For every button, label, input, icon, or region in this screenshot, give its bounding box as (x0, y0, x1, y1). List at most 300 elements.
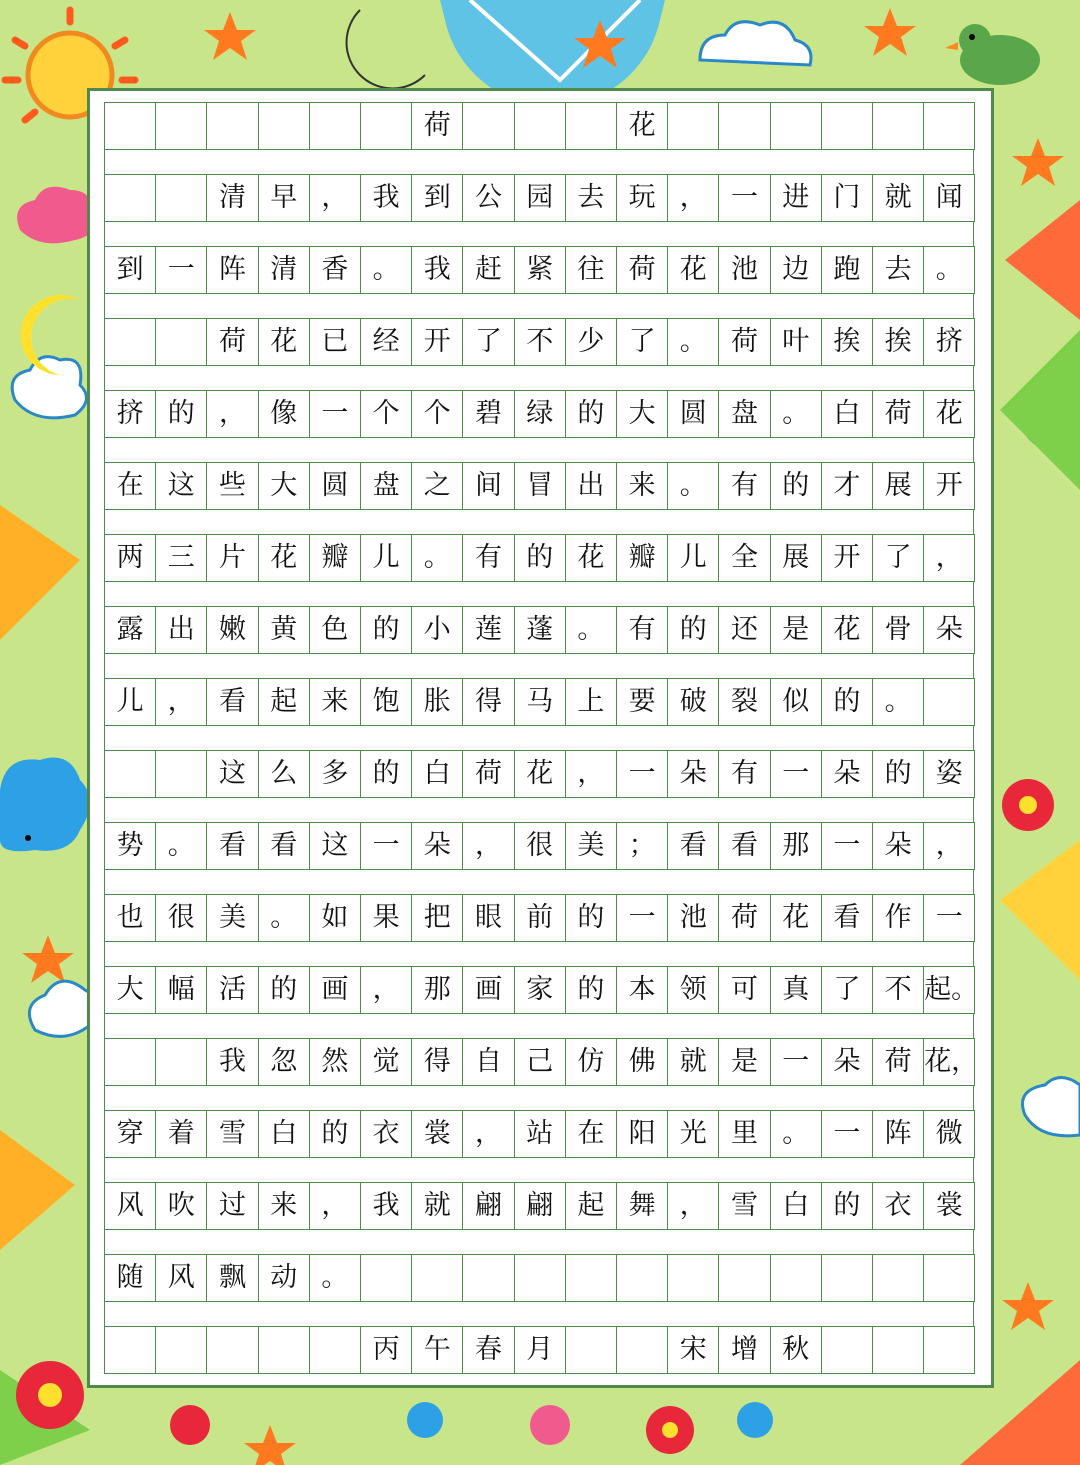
grid-cell: 穿 (104, 1110, 156, 1158)
text-row (104, 1254, 974, 1302)
grid-cell: 在 (104, 462, 156, 510)
grid-cell: 边 (770, 246, 822, 294)
row-spacer (104, 798, 974, 822)
grid-cell: ， (923, 534, 975, 582)
grid-cell: 微 (923, 1110, 975, 1158)
grid-cell: ， (923, 822, 975, 870)
author-char: 宋 (667, 1326, 719, 1374)
grid-cell: 一 (309, 390, 361, 438)
grid-cell: 朵 (821, 1038, 873, 1086)
grid-cell: 开 (923, 462, 975, 510)
grid-cell: 去 (565, 174, 617, 222)
grid-cell: 白 (770, 1182, 822, 1230)
grid-cell (155, 1038, 207, 1086)
grid-cell (309, 1326, 361, 1374)
grid-cell (104, 102, 156, 150)
grid-cell: 荷 (616, 246, 668, 294)
grid-cell: 儿 (667, 534, 719, 582)
grid-cell: 了 (821, 966, 873, 1014)
grid-cell (206, 102, 258, 150)
grid-cell: 一 (821, 822, 873, 870)
grid-cell: 随 (104, 1254, 156, 1302)
grid-cell: 把 (411, 894, 463, 942)
grid-cell: 这 (309, 822, 361, 870)
grid-cell: 荷 (718, 318, 770, 366)
grid-cell: 到 (104, 246, 156, 294)
grid-cell: 白 (411, 750, 463, 798)
grid-cell: 的 (667, 606, 719, 654)
grid-cell: 阵 (872, 1110, 924, 1158)
grid-cell: 赶 (462, 246, 514, 294)
grid-cell: 阵 (206, 246, 258, 294)
grid-cell: 蓬 (514, 606, 566, 654)
grid-cell (360, 102, 412, 150)
grid-cell: 嫩 (206, 606, 258, 654)
grid-cell: 美 (206, 894, 258, 942)
grid-cell: 了 (616, 318, 668, 366)
grid-cell: 的 (821, 1182, 873, 1230)
grid-cell: 就 (872, 174, 924, 222)
grid-cell (206, 1326, 258, 1374)
moon-icon (347, 10, 425, 88)
grid-cell: 。 (360, 246, 412, 294)
date-char: 月 (514, 1326, 566, 1374)
grid-cell: 。 (872, 678, 924, 726)
grid-cell: 一 (821, 1110, 873, 1158)
grid-cell: 如 (309, 894, 361, 942)
grid-cell: 开 (411, 318, 463, 366)
grid-cell: 。 (155, 822, 207, 870)
grid-cell: 裂 (718, 678, 770, 726)
grid-cell (616, 1326, 668, 1374)
grid-cell: 有 (616, 606, 668, 654)
grid-cell: 美 (565, 822, 617, 870)
grid-cell (821, 1254, 873, 1302)
grid-cell: 池 (718, 246, 770, 294)
grid-cell: 荷 (718, 894, 770, 942)
grid-cell: 花 (667, 246, 719, 294)
grid-cell (514, 1254, 566, 1302)
row-spacer (104, 294, 974, 318)
grid-cell: 的 (770, 462, 822, 510)
grid-cell (923, 1254, 975, 1302)
grid-cell: 莲 (462, 606, 514, 654)
grid-cell: 荷 (872, 1038, 924, 1086)
grid-cell (770, 1254, 822, 1302)
grid-cell (923, 102, 975, 150)
grid-cell: 很 (514, 822, 566, 870)
grid-cell: 风 (155, 1254, 207, 1302)
row-spacer (104, 222, 974, 246)
grid-cell: 的 (565, 390, 617, 438)
grid-cell: 花 (770, 894, 822, 942)
grid-cell: 一 (155, 246, 207, 294)
grid-cell: 花 (258, 318, 310, 366)
grid-cell (821, 102, 873, 150)
grid-cell: ， (667, 174, 719, 222)
grid-cell: 是 (718, 1038, 770, 1086)
grid-cell: 挤 (104, 390, 156, 438)
grid-cell (923, 678, 975, 726)
grid-cell: 已 (309, 318, 361, 366)
cloud-icon (17, 187, 93, 244)
grid-cell (565, 102, 617, 150)
grid-cell: 碧 (462, 390, 514, 438)
grid-cell: 似 (770, 678, 822, 726)
row-spacer (104, 582, 974, 606)
grid-cell: 开 (821, 534, 873, 582)
grid-cell: 阳 (616, 1110, 668, 1158)
grid-cell: 香 (309, 246, 361, 294)
grid-cell: 冒 (514, 462, 566, 510)
grid-cell: 一 (770, 750, 822, 798)
grid-cell: 清 (258, 246, 310, 294)
grid-cell: 儿 (360, 534, 412, 582)
row-spacer (104, 726, 974, 750)
grid-cell: 的 (360, 606, 412, 654)
grid-cell: 玩 (616, 174, 668, 222)
grid-cell: 瓣 (309, 534, 361, 582)
grid-cell (718, 102, 770, 150)
grid-cell: 起 (258, 678, 310, 726)
grid-cell: 雪 (718, 1182, 770, 1230)
grid-cell: 我 (360, 1182, 412, 1230)
grid-cell: 这 (155, 462, 207, 510)
text-row (104, 894, 974, 942)
grid-cell: 多 (309, 750, 361, 798)
grid-cell: 荷 (872, 390, 924, 438)
grid-cell: 眼 (462, 894, 514, 942)
text-row (104, 390, 974, 438)
grid-cell (462, 1254, 514, 1302)
grid-cell: 瓣 (616, 534, 668, 582)
grid-cell: 花 (565, 534, 617, 582)
grid-cell: 露 (104, 606, 156, 654)
grid-cell: 紧 (514, 246, 566, 294)
grid-cell: 不 (872, 966, 924, 1014)
date-char: 丙 (360, 1326, 412, 1374)
grid-cell: 起。 (923, 966, 975, 1014)
grid-cell: 。 (667, 318, 719, 366)
grid-cell: 雪 (206, 1110, 258, 1158)
grid-cell: 的 (821, 678, 873, 726)
grid-cell: 那 (411, 966, 463, 1014)
grid-cell: 的 (309, 1110, 361, 1158)
row-spacer (104, 1158, 974, 1182)
grid-cell: 起 (565, 1182, 617, 1230)
grid-cell: ， (309, 174, 361, 222)
grid-cell: 忽 (258, 1038, 310, 1086)
grid-cell: 一 (616, 750, 668, 798)
author-char: 秋 (770, 1326, 822, 1374)
grid-cell: 荷 (462, 750, 514, 798)
grid-cell (155, 318, 207, 366)
grid-cell (258, 102, 310, 150)
grid-cell: 些 (206, 462, 258, 510)
grid-cell: 跑 (821, 246, 873, 294)
grid-cell: 白 (821, 390, 873, 438)
grid-cell: 佛 (616, 1038, 668, 1086)
title-row (104, 102, 974, 150)
grid-cell: 绿 (514, 390, 566, 438)
grid-cell: 看 (206, 678, 258, 726)
grid-cell: 势 (104, 822, 156, 870)
grid-cell: 的 (565, 966, 617, 1014)
bird-icon (945, 24, 1040, 85)
grid-cell: 的 (258, 966, 310, 1014)
grid-cell: 之 (411, 462, 463, 510)
title-char: 荷 (411, 102, 463, 150)
grid-cell: 真 (770, 966, 822, 1014)
grid-cell: 像 (258, 390, 310, 438)
grid-cell: 圆 (309, 462, 361, 510)
grid-cell: ， (155, 678, 207, 726)
cloud-icon (0, 758, 90, 852)
grid-cell: 就 (411, 1182, 463, 1230)
grid-cell: 少 (565, 318, 617, 366)
text-row (104, 1110, 974, 1158)
grid-cell: 出 (565, 462, 617, 510)
grid-cell: 白 (258, 1110, 310, 1158)
grid-cell: 小 (411, 606, 463, 654)
grid-cell: 一 (360, 822, 412, 870)
grid-cell: 衣 (872, 1182, 924, 1230)
grid-cell (360, 1254, 412, 1302)
grid-cell: 来 (309, 678, 361, 726)
grid-cell: 盘 (360, 462, 412, 510)
grid-cell (104, 1038, 156, 1086)
grid-cell: 站 (514, 1110, 566, 1158)
grid-cell: 有 (462, 534, 514, 582)
grid-cell: 清 (206, 174, 258, 222)
grid-cell: 里 (718, 1110, 770, 1158)
grid-cell (104, 318, 156, 366)
grid-cell (616, 1254, 668, 1302)
grid-cell: 幅 (155, 966, 207, 1014)
grid-cell: 我 (411, 246, 463, 294)
grid-cell: 胀 (411, 678, 463, 726)
grid-cell (462, 102, 514, 150)
grid-cell: 的 (155, 390, 207, 438)
text-row (104, 174, 974, 222)
grid-cell: 裳 (923, 1182, 975, 1230)
grid-cell: 的 (514, 534, 566, 582)
row-spacer (104, 654, 974, 678)
grid-cell (155, 174, 207, 222)
grid-cell: 还 (718, 606, 770, 654)
grid-cell: 盘 (718, 390, 770, 438)
grid-cell: 觉 (360, 1038, 412, 1086)
grid-cell (309, 102, 361, 150)
grid-cell: 进 (770, 174, 822, 222)
grid-cell: 看 (206, 822, 258, 870)
grid-cell: 。 (309, 1254, 361, 1302)
grid-cell: 展 (872, 462, 924, 510)
grid-cell: 个 (411, 390, 463, 438)
grid-cell: 花 (514, 750, 566, 798)
grid-cell: 挨 (872, 318, 924, 366)
grid-cell: 朵 (411, 822, 463, 870)
row-spacer (104, 366, 974, 390)
grid-cell (923, 1326, 975, 1374)
signature-row (104, 1326, 974, 1374)
grid-cell: 那 (770, 822, 822, 870)
grid-cell (872, 1254, 924, 1302)
grid-cell (104, 750, 156, 798)
date-char: 春 (462, 1326, 514, 1374)
grid-cell: ， (309, 1182, 361, 1230)
grid-cell: 。 (565, 606, 617, 654)
grid-cell: 的 (360, 750, 412, 798)
row-spacer (104, 1014, 974, 1038)
grid-cell: 着 (155, 1110, 207, 1158)
grid-cell: 然 (309, 1038, 361, 1086)
row-spacer (104, 1086, 974, 1110)
grid-cell: 作 (872, 894, 924, 942)
grid-cell: 可 (718, 966, 770, 1014)
text-row (104, 246, 974, 294)
grid-cell (821, 1326, 873, 1374)
grid-cell: 过 (206, 1182, 258, 1230)
grid-cell: 黄 (258, 606, 310, 654)
grid-cell: 这 (206, 750, 258, 798)
grid-cell: ， (565, 750, 617, 798)
grid-cell: ， (462, 1110, 514, 1158)
grid-cell: 挤 (923, 318, 975, 366)
grid-cell: 我 (360, 174, 412, 222)
grid-cell: 展 (770, 534, 822, 582)
grid-cell: ， (360, 966, 412, 1014)
grid-cell: ， (667, 1182, 719, 1230)
grid-cell: 公 (462, 174, 514, 222)
grid-cell: 园 (514, 174, 566, 222)
grid-cell: 吹 (155, 1182, 207, 1230)
grid-cell: 一 (616, 894, 668, 942)
grid-cell: 衣 (360, 1110, 412, 1158)
grid-cell: 一 (770, 1038, 822, 1086)
grid-cell: 往 (565, 246, 617, 294)
grid-cell (718, 1254, 770, 1302)
grid-cell: 池 (667, 894, 719, 942)
row-spacer (104, 150, 974, 174)
grid-cell: 舞 (616, 1182, 668, 1230)
grid-cell: 花， (923, 1038, 975, 1086)
text-row (104, 1038, 979, 1086)
grid-cell: 闻 (923, 174, 975, 222)
grid-cell: 活 (206, 966, 258, 1014)
grid-cell: 朵 (872, 822, 924, 870)
text-row (104, 678, 974, 726)
grid-cell: 风 (104, 1182, 156, 1230)
grid-cell: 领 (667, 966, 719, 1014)
text-row (104, 462, 974, 510)
row-spacer (104, 942, 974, 966)
grid-cell (155, 750, 207, 798)
grid-cell: 看 (718, 822, 770, 870)
grid-cell: 己 (514, 1038, 566, 1086)
grid-cell: 裳 (411, 1110, 463, 1158)
grid-cell: 两 (104, 534, 156, 582)
row-spacer (104, 438, 974, 462)
grid-cell: 个 (360, 390, 412, 438)
date-char: 午 (411, 1326, 463, 1374)
grid-cell (770, 102, 822, 150)
grid-cell: 画 (462, 966, 514, 1014)
grid-cell (258, 1326, 310, 1374)
row-spacer (104, 1302, 974, 1326)
grid-cell: 饱 (360, 678, 412, 726)
grid-cell: 朵 (821, 750, 873, 798)
grid-cell: 翩 (462, 1182, 514, 1230)
grid-cell: 花 (258, 534, 310, 582)
grid-cell: 出 (155, 606, 207, 654)
grid-cell: 看 (821, 894, 873, 942)
grid-cell: 要 (616, 678, 668, 726)
grid-cell: 就 (667, 1038, 719, 1086)
grid-cell: 的 (565, 894, 617, 942)
text-row (104, 822, 974, 870)
text-row (104, 318, 974, 366)
grid-cell: 来 (258, 1182, 310, 1230)
grid-cell: 全 (718, 534, 770, 582)
grid-cell: 有 (718, 462, 770, 510)
grid-cell: 一 (718, 174, 770, 222)
grid-cell: 光 (667, 1110, 719, 1158)
grid-cell: 才 (821, 462, 873, 510)
grid-cell: 片 (206, 534, 258, 582)
grid-cell: 了 (872, 534, 924, 582)
grid-cell: 门 (821, 174, 873, 222)
grid-cell: 大 (104, 966, 156, 1014)
grid-cell (411, 1254, 463, 1302)
grid-cell (104, 1326, 156, 1374)
grid-cell: 大 (258, 462, 310, 510)
grid-cell: 花 (821, 606, 873, 654)
row-spacer (104, 1230, 974, 1254)
grid-cell: 马 (514, 678, 566, 726)
grid-cell: 破 (667, 678, 719, 726)
grid-cell: 圆 (667, 390, 719, 438)
grid-cell: 得 (411, 1038, 463, 1086)
grid-cell: 。 (411, 534, 463, 582)
grid-cell: 来 (616, 462, 668, 510)
grid-cell: 色 (309, 606, 361, 654)
text-row (104, 534, 974, 582)
grid-cell: 家 (514, 966, 566, 1014)
grid-cell: 看 (258, 822, 310, 870)
grid-cell: 看 (667, 822, 719, 870)
grid-cell: 荷 (206, 318, 258, 366)
grid-cell: 动 (258, 1254, 310, 1302)
grid-cell: 。 (667, 462, 719, 510)
grid-cell (667, 1254, 719, 1302)
grid-cell: 。 (258, 894, 310, 942)
grid-cell: 一 (923, 894, 975, 942)
grid-cell: 画 (309, 966, 361, 1014)
grid-cell: 经 (360, 318, 412, 366)
grid-cell: 么 (258, 750, 310, 798)
grid-cell: 也 (104, 894, 156, 942)
grid-cell: 前 (514, 894, 566, 942)
grid-cell: 在 (565, 1110, 617, 1158)
grid-cell: 自 (462, 1038, 514, 1086)
grid-cell: 不 (514, 318, 566, 366)
grid-cell (104, 174, 156, 222)
grid-cell: 我 (206, 1038, 258, 1086)
grid-cell (155, 1326, 207, 1374)
row-spacer (104, 870, 974, 894)
grid-cell (565, 1326, 617, 1374)
